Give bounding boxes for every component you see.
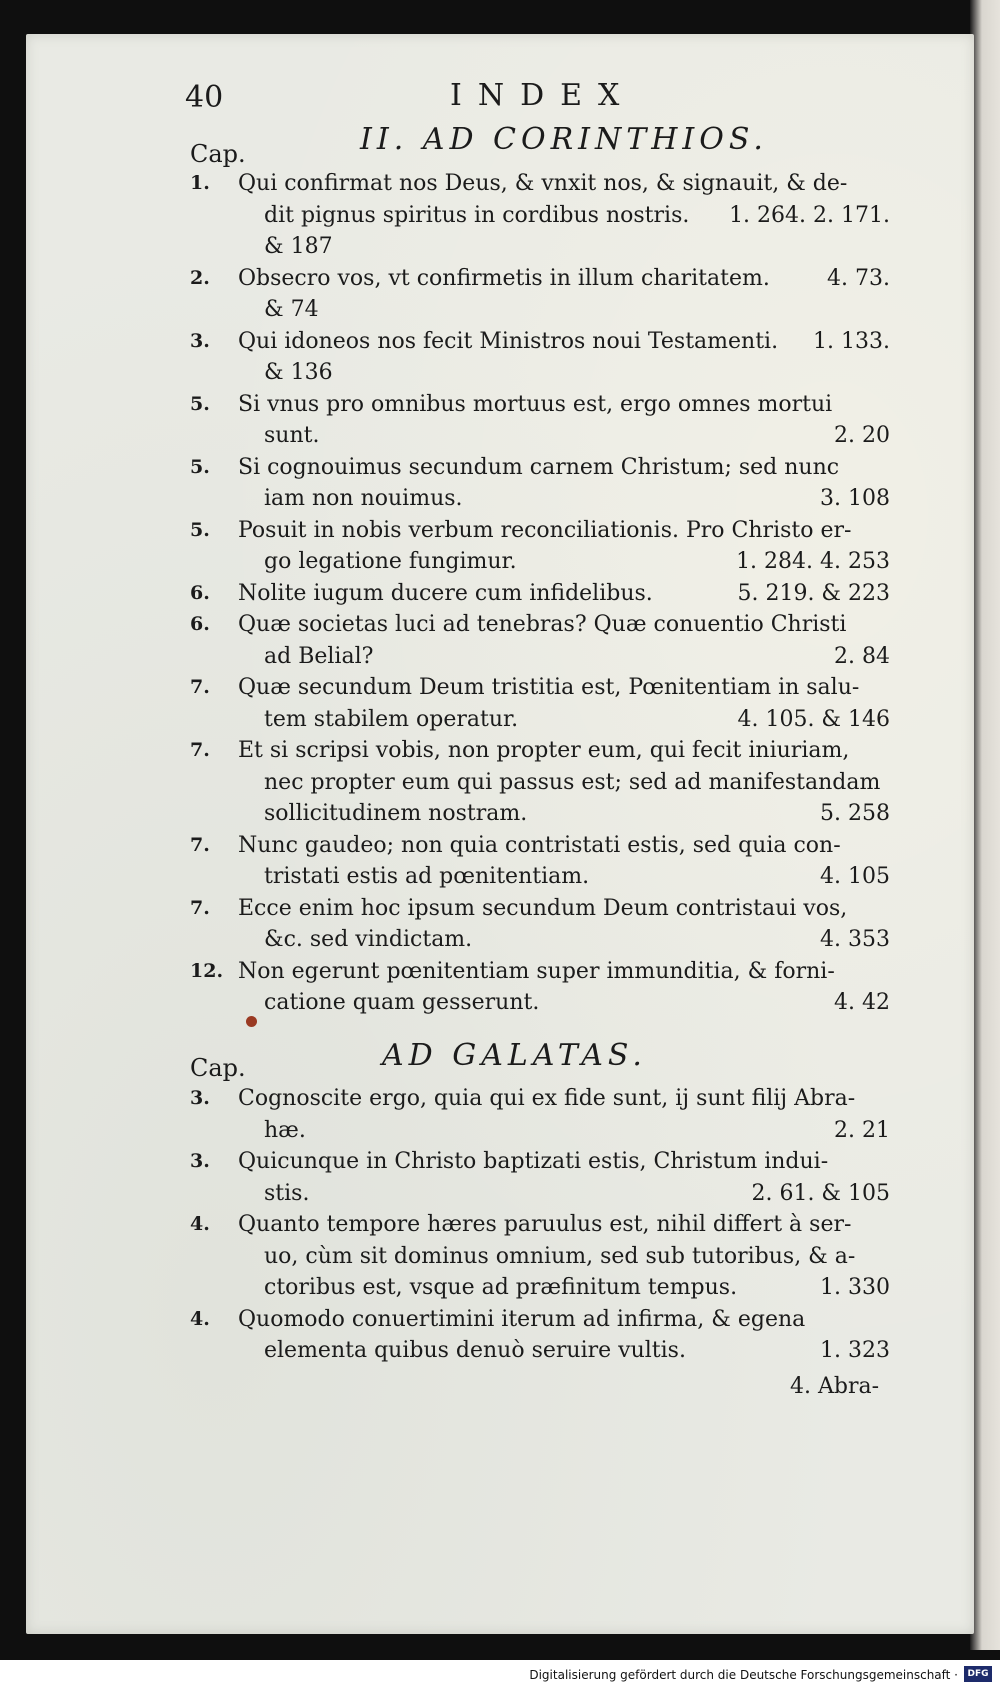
entry-line-with-reference xyxy=(238,420,890,452)
entry-text: Si vnus pro omnibus mortuus est, ergo omnes mortui xyxy=(238,391,833,417)
entry-text: go legatione fungimur. xyxy=(264,549,517,574)
entry-chapter-number: 4. xyxy=(190,1307,210,1330)
entry-reference-continuation: & 136 xyxy=(264,360,333,385)
entry-text: Posuit in nobis verbum reconciliationis. Pro Christo er- xyxy=(238,517,852,543)
entry-line-with-reference xyxy=(238,263,890,295)
index-entry xyxy=(190,515,890,578)
entry-text: Qui idoneos nos fecit Ministros noui Testamenti. xyxy=(238,328,779,354)
page-number: 40 xyxy=(185,80,224,115)
entry-chapter-number: 6. xyxy=(190,613,210,635)
entry-chapter-number: 1. xyxy=(190,172,210,194)
entry-text: Non egerunt pœnitentiam super immunditia, & forni- xyxy=(238,958,835,984)
entry-line-with-reference xyxy=(238,641,890,673)
entry-line-with-reference xyxy=(238,861,890,893)
entry-page-reference: 4. 105. & 146 xyxy=(737,706,890,732)
entry-line-with-reference xyxy=(238,200,890,232)
entry-text: elementa quibus denuò seruire vultis. xyxy=(264,1338,686,1363)
section1-entries xyxy=(190,168,890,1019)
entry-chapter-number: 7. xyxy=(190,833,210,856)
entry-chapter-number: 5. xyxy=(190,518,210,541)
index-entry xyxy=(190,609,890,672)
entry-page-reference: 4. 73. xyxy=(827,265,890,291)
entry-page-reference: 1. 284. 4. 253 xyxy=(736,549,890,574)
entry-text: sunt. xyxy=(264,423,320,448)
index-entry xyxy=(190,830,890,893)
entry-text: Qui confirmat nos Deus, & vnxit nos, & signauit, & de- xyxy=(238,171,848,196)
entry-page-reference: 2. 20 xyxy=(834,423,890,448)
running-head: INDEX xyxy=(450,78,636,113)
entry-text: hæ. xyxy=(264,1117,306,1143)
entry-line-with-reference xyxy=(238,798,890,830)
section1-title: II. AD CORINTHIOS. xyxy=(360,122,768,157)
index-entry xyxy=(190,1209,890,1304)
entry-line-with-reference xyxy=(238,1335,890,1367)
entry-text: Et si scripsi vobis, non propter eum, qui fecit iniuriam, xyxy=(238,738,850,763)
entry-line-with-reference xyxy=(238,1178,890,1210)
entry-text: Quicunque in Christo baptizati estis, Christum indui- xyxy=(238,1149,829,1174)
entry-text: stis. xyxy=(264,1180,310,1206)
entry-chapter-number: 6. xyxy=(190,581,210,604)
entry-text: nec propter eum qui passus est; sed ad manifestandam xyxy=(264,769,881,795)
entry-text: sollicitudinem nostram. xyxy=(264,801,528,826)
index-entry xyxy=(190,672,890,735)
section2-cap-label: Cap. xyxy=(190,1054,246,1082)
entry-chapter-number: 2. xyxy=(190,266,210,289)
index-entry xyxy=(190,263,890,326)
entry-chapter-number: 7. xyxy=(190,676,210,698)
entry-page-reference: 1. 264. 2. 171. xyxy=(729,202,890,228)
entry-text: Nolite iugum ducere cum infidelibus. xyxy=(238,580,653,606)
entry-line-with-reference xyxy=(238,1115,890,1147)
entry-text: Quanto tempore hæres paruulus est, nihil differt à ser- xyxy=(238,1212,852,1237)
index-entry xyxy=(190,578,890,610)
index-entry xyxy=(190,168,890,263)
entry-chapter-number: 5. xyxy=(190,455,210,478)
entry-line-with-reference xyxy=(238,987,890,1019)
entry-page-reference: 1. 133. xyxy=(813,328,890,354)
entry-chapter-number: 12. xyxy=(190,959,224,982)
entry-page-reference: 4. 42 xyxy=(834,990,890,1015)
index-entry xyxy=(190,1083,890,1146)
entry-reference-continuation: & 74 xyxy=(264,297,319,322)
entry-reference-continuation: & 187 xyxy=(264,234,333,259)
entry-page-reference: 5. 258 xyxy=(820,801,890,826)
entry-text: tristati estis ad pœnitentiam. xyxy=(264,864,590,889)
section2-entries xyxy=(190,1083,890,1367)
entry-text: ctoribus est, vsque ad præfinitum tempus. xyxy=(264,1275,738,1300)
entry-text: Si cognouimus secundum carnem Christum; sed nunc xyxy=(238,454,840,480)
index-entry xyxy=(190,452,890,515)
entry-text: Cognoscite ergo, quia qui ex fide sunt, ij sunt filij Abra- xyxy=(238,1086,856,1111)
entry-line-with-reference xyxy=(238,546,890,578)
index-entry xyxy=(190,326,890,389)
entry-text: ad Belial? xyxy=(264,643,374,669)
entry-chapter-number: 5. xyxy=(190,392,210,415)
entry-line-with-reference xyxy=(238,483,890,515)
entry-page-reference: 2. 61. & 105 xyxy=(751,1180,890,1206)
entry-text: Nunc gaudeo; non quia contristati estis, sed quia con- xyxy=(238,832,841,858)
ink-spot xyxy=(246,1016,257,1027)
entry-line-with-reference xyxy=(238,1272,890,1304)
entry-line-with-reference xyxy=(238,326,890,358)
entry-chapter-number: 7. xyxy=(190,739,210,761)
entry-text: &c. sed vindictam. xyxy=(264,927,473,952)
entry-text: catione quam gesserunt. xyxy=(264,990,540,1015)
entry-text: tem stabilem operatur. xyxy=(264,706,519,732)
entry-line-with-reference xyxy=(238,924,890,956)
entry-page-reference: 2. 84 xyxy=(834,643,890,669)
entry-chapter-number: 4. xyxy=(190,1213,210,1235)
entry-chapter-number: 3. xyxy=(190,1150,210,1172)
entry-page-reference: 5. 219. & 223 xyxy=(737,580,890,606)
entry-chapter-number: 3. xyxy=(190,1087,210,1109)
catchword: 4. Abra- xyxy=(790,1374,880,1399)
entry-text: Quæ secundum Deum tristitia est, Pœnitentiam in salu- xyxy=(238,675,860,700)
entry-line-with-reference xyxy=(238,704,890,736)
entry-text: Quæ societas luci ad tenebras? Quæ conuentio Christi xyxy=(238,612,847,637)
index-entry xyxy=(190,1146,890,1209)
entry-line-with-reference xyxy=(238,578,890,610)
entry-text: Obsecro vos, vt confirmetis in illum charitatem. xyxy=(238,265,770,291)
index-entry xyxy=(190,389,890,452)
section1-cap-label: Cap. xyxy=(190,140,246,168)
section2-title: AD GALATAS. xyxy=(382,1038,647,1073)
entry-text: uo, cùm sit dominus omnium, sed sub tutoribus, & a- xyxy=(264,1243,856,1269)
entry-text: Quomodo conuertimini iterum ad infirma, & egena xyxy=(238,1306,806,1332)
entry-text: Ecce enim hoc ipsum secundum Deum contristaui vos, xyxy=(238,895,848,921)
entry-text: dit pignus spiritus in cordibus nostris. xyxy=(264,202,690,228)
footer-credit: Digitalisierung gefördert durch die Deutsche Forschungsgemeinschaft · xyxy=(529,1668,958,1682)
entry-page-reference: 1. 323 xyxy=(820,1338,890,1363)
adjacent-page-edge xyxy=(970,0,1000,1650)
entry-page-reference: 3. 108 xyxy=(820,486,890,511)
entry-page-reference: 2. 21 xyxy=(834,1117,890,1143)
entry-chapter-number: 3. xyxy=(190,329,210,352)
index-entry xyxy=(190,956,890,1019)
entry-page-reference: 1. 330 xyxy=(820,1275,890,1300)
entry-page-reference: 4. 105 xyxy=(820,864,890,889)
entry-page-reference: 4. 353 xyxy=(820,927,890,952)
entry-chapter-number: 7. xyxy=(190,896,210,919)
index-entry xyxy=(190,893,890,956)
dfg-logo: DFG xyxy=(964,1666,992,1682)
index-entry xyxy=(190,1304,890,1367)
index-entry xyxy=(190,735,890,830)
entry-text: iam non nouimus. xyxy=(264,486,463,511)
